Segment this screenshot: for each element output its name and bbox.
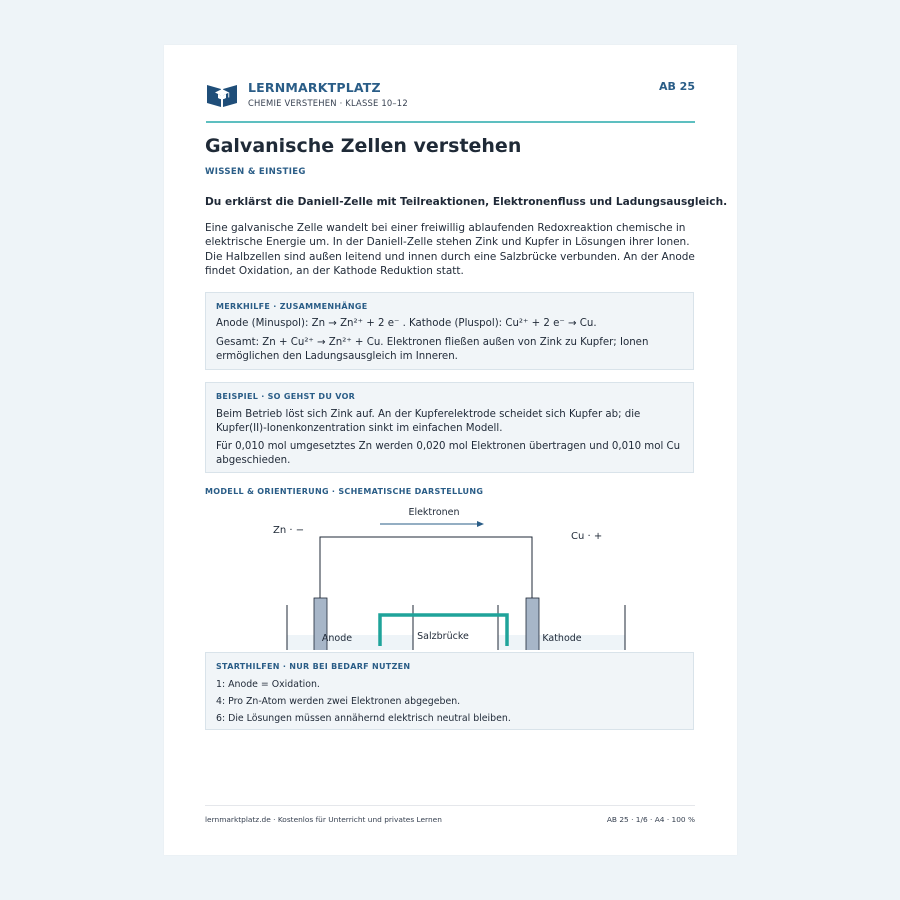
merkhilfe-title: MERKHILFE · ZUSAMMENHÄNGE: [216, 302, 368, 311]
intro-paragraph: Eine galvanische Zelle wandelt bei einer freiwillig ablaufenden Redoxreaktion chemische in elektrische Energie um. In der Daniell-Zelle stehen Zink und Kupfer in Lösungen ihrer Ionen. Die Halbzellen sind außen leitend und innen durch eine Salzbrücke verbunden. An der Anode findet Oxidation, an der Kathode Reduktion statt.: [205, 222, 695, 278]
merkhilfe-line-2: Gesamt: Zn + Cu²⁺ → Zn²⁺ + Cu. Elektronen fließen außen von Zink zu Kupfer; Ionen ermöglichen den Ladungsausgleich im Inneren.: [216, 337, 649, 362]
beispiel-line-2: Für 0,010 mol umgesetztes Zn werden 0,020 mol Elektronen übertragen und 0,010 mol Cu abgeschieden.: [216, 441, 681, 466]
merkhilfe-line-1: Anode (Minuspol): Zn → Zn²⁺ + 2 e⁻ . Kathode (Pluspol): Cu²⁺ + 2 e⁻ → Cu.: [216, 318, 597, 329]
brand-subtitle: CHEMIE VERSTEHEN · KLASSE 10–12: [248, 98, 408, 108]
electrode-labels: [205, 623, 694, 647]
external-wire: [320, 537, 532, 598]
header-divider: [206, 121, 695, 123]
brand-name: LERNMARKTPLATZ: [248, 80, 381, 95]
salt-bridge-label: Salzbrücke: [417, 631, 469, 642]
hint-item: 4: Pro Zn-Atom werden zwei Elektronen abgegeben.: [216, 696, 461, 707]
beispiel-title: BEISPIEL · SO GEHST DU VOR: [216, 392, 356, 401]
footer-page-info: AB 25 · 1/6 · A4 · 100 %: [606, 815, 695, 824]
diagram-title: MODELL & ORIENTIERUNG · SCHEMATISCHE DARSTELLUNG: [205, 487, 484, 496]
page-title: Galvanische Zellen verstehen: [205, 135, 522, 157]
footer-website: lernmarktplatz.de · Kostenlos für Unterricht und privates Lernen: [205, 815, 442, 824]
hints-title: STARTHILFEN · NUR BEI BEDARF NUTZEN: [216, 662, 411, 671]
worksheet-page: [164, 45, 737, 855]
hint-item: 6: Die Lösungen müssen annähernd elektrisch neutral bleiben.: [216, 713, 511, 724]
zinc-pole-label: Zn · −: [273, 525, 305, 536]
beispiel-line-1: Beim Betrieb löst sich Zink auf. An der Kupferelektrode scheidet sich Kupfer ab; die Kupfer(II)-Ionenkonzentration sinkt im einfachen Modell.: [216, 409, 641, 434]
merkhilfe-box: [205, 292, 694, 370]
cathode-label: Kathode: [542, 633, 582, 644]
page-header: [206, 80, 695, 122]
open-book-graduation-cap-icon: [206, 80, 238, 108]
hints-box: [205, 652, 694, 730]
copper-pole-label: Cu · +: [571, 531, 603, 542]
lead-sentence: Du erklärst die Daniell-Zelle mit Teilreaktionen, Elektronenfluss und Ladungsausgleich.: [205, 196, 728, 208]
electron-flow-arrow-icon: [380, 521, 484, 527]
footer-divider: [205, 805, 695, 806]
hint-item: 1: Anode = Oxidation.: [216, 679, 320, 690]
section-label: WISSEN & EINSTIEG: [205, 167, 306, 177]
anode-label: Anode: [321, 633, 353, 644]
sheet-id: AB 25: [658, 80, 695, 93]
beispiel-box: [205, 382, 694, 473]
electrons-label: Elektronen: [408, 507, 460, 518]
